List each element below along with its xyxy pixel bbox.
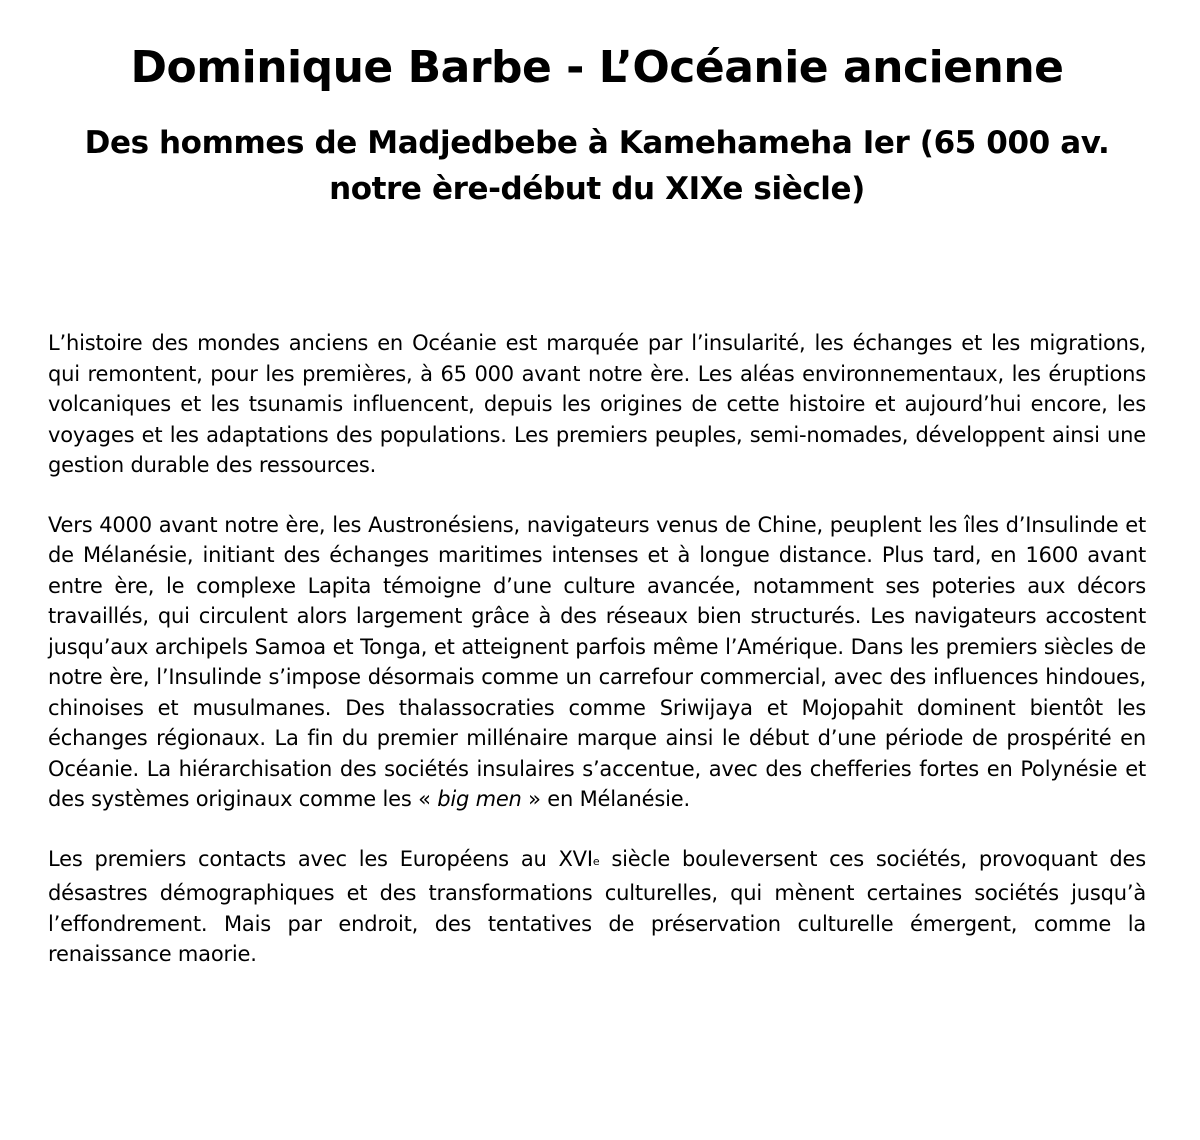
paragraph-2-text-end: » en Mélanésie. <box>521 787 690 811</box>
paragraph-3-text: Les premiers contacts avec les Européens au XVI <box>48 846 593 871</box>
paragraph-3-text-end: siècle bouleversent ces sociétés, provoquant des désastres démographiques et des transformations culturelles, qui mènent certaines sociétés jusqu’à l’effondrement. Mais par endroit, des tentatives de préservation culturelle émergent, comme la renaissance maorie. <box>48 846 1146 966</box>
paragraph-2 <box>48 510 1146 815</box>
paragraph-2-italic: big men <box>437 787 522 811</box>
document-title: Dominique Barbe - L’Océanie ancienne <box>130 42 1064 93</box>
document-body <box>48 328 1146 970</box>
paragraph-3 <box>48 844 1146 970</box>
century-superscript: e <box>592 854 600 868</box>
paragraph-1: L’histoire des mondes anciens en Océanie est marquée par l’insularité, les échanges et les migrations, qui remontent, pour les premières, à 65 000 avant notre ère. Les aléas environnementaux, les éruptions volcaniques et les tsunamis influencent, depuis les origines de cette histoire et aujourd’hui encore, les voyages et les adaptations des populations. Les premiers peuples, semi-nomades, développent ainsi une gestion durable des ressources. <box>48 331 1146 477</box>
document-subtitle: Des hommes de Madjedbebe à Kamehameha Ier (65 000 av. notre ère-début du XIXe siècle) <box>84 125 1110 207</box>
paragraph-2-text: Vers 4000 avant notre ère, les Austronésiens, navigateurs venus de Chine, peuplent les îles d’Insulinde et de Mélanésie, initiant des échanges maritimes intenses et à longue distance. Plus tard, en 1600 avant entre ère, le complexe Lapita témoigne d’une culture avancée, notamment ses poteries aux décors travaillés, qui circulent alors largement grâce à des réseaux bien structurés. Les navigateurs accostent jusqu’aux archipels Samoa et Tonga, et atteignent parfois même l’Amérique. Dans les premiers siècles de notre ère, l’Insulinde s’impose désormais comme un carrefour commercial, avec des influences hindoues, chinoises et musulmanes. Des thalassocraties comme Sriwijaya et Mojopahit dominent bientôt les échanges régionaux. La fin du premier millénaire marque ainsi le début d’une période de prospérité en Océanie. La hiérarchisation des sociétés insulaires s’accentue, avec des chefferies fortes en Polynésie et des systèmes originaux comme les « <box>48 512 1146 811</box>
